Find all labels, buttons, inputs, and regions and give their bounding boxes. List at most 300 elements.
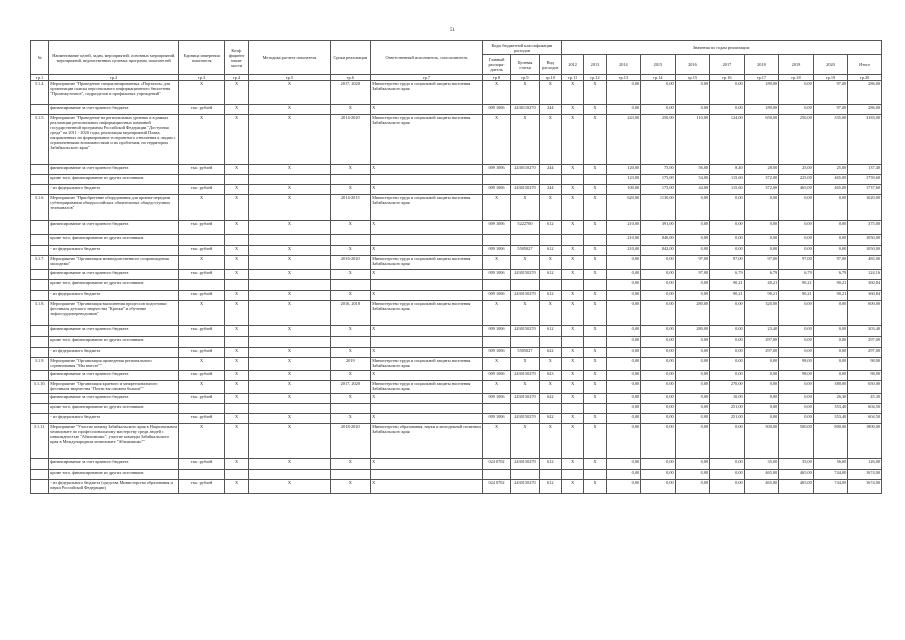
table-cell: 0,00 [606,371,641,381]
table-cell [539,404,561,414]
table-cell: 0,00 [744,381,779,394]
table-cell: 0,00 [675,358,710,371]
table-cell: 0,00 [641,270,676,280]
header-year: 2016 [675,55,710,75]
table-cell: X [249,326,330,337]
table-cell: 2430150270 [511,480,539,494]
header-values: Значения по годам реализации: [561,41,881,55]
table-cell: X [330,348,371,358]
table-cell [330,175,371,185]
row-title: Мероприятие "Проведение на региональных уровнях и в рамках реализации региональных информационных кампаний государственной программы Российской Федерации "Доступная среда" на 2011 - 2020 годы; реализация мероприятий Плана, направленных на формирование толерантного отношения к людям с ограниченными возможностями и их проблемам, на территории Забайкальского края" [49,115,179,165]
table-cell: X [249,256,330,270]
header-total: Итого [848,55,882,75]
table-cell: X [511,301,539,326]
table-cell: X [224,115,248,165]
table-cell: X [224,246,248,256]
table-cell: 6,79 [779,270,814,280]
row-title: Мероприятие "Организация выполнения процессов подготовки фестиваля детского творчества "Краски" и обучение тифлосурдопереводчиков" [49,301,179,326]
table-cell: X [179,195,225,221]
table-cell: X [224,381,248,394]
table-cell: X [561,115,583,165]
row-number: 3.1.8. [31,301,49,326]
table-cell: 90,21 [779,280,814,291]
table-cell: 0,00 [744,358,779,371]
column-number: гр.4 [224,75,248,81]
table-row [31,270,882,280]
row-number: 3.1.5. [31,115,49,165]
table-cell: X [584,270,606,280]
table-cell: 465,00 [813,175,848,185]
table-cell [249,337,330,348]
table-cell: 1130,00 [641,195,676,221]
row-title: Мероприятие "Приобретение оборудования для приема-передачи субтитрирования общероссийских обязательных общедоступных телеканалов" [49,195,179,221]
row-title: Мероприятие "Участие команд Забайкальского края в Национальном чемпионате по профессиональному мастерству среди людей с инвалидностью "Абилимпикс", участие команды Забайкальского края в Международном чемпионате "Абилимпикс"" [49,424,179,459]
row-number: 3.1.4. [31,81,49,105]
table-cell: 0,00 [710,301,745,326]
table-cell: 35,00 [744,459,779,470]
table-cell: X [371,165,483,175]
table-cell: 2430150270 [511,326,539,337]
table-row [31,480,882,494]
table-cell: X [584,246,606,256]
table-cell [511,404,539,414]
column-number: гр.9 [511,75,539,81]
table-cell: X [561,221,583,235]
table-cell: тыс. рублей [179,394,225,404]
table-cell: 612 [539,270,561,280]
table-cell: 0,00 [813,337,848,348]
table-cell: 97,00 [813,81,848,105]
table-row [31,381,882,394]
table-cell: 620,00 [606,195,641,221]
table-cell [224,280,248,291]
table-cell: 009 1006 [482,371,510,381]
row-number: 3.1.10. [31,381,49,394]
table-cell: 024 0702 [482,459,510,470]
table-row [31,337,882,348]
table-cell: 622 [539,394,561,404]
table-cell: X [511,195,539,221]
table-cell: 0,00 [606,81,641,105]
table-cell: 0,00 [744,235,779,246]
table-cell: X [224,414,248,424]
table-cell [371,280,483,291]
table-cell: X [330,291,371,301]
table-cell: X [224,348,248,358]
table-cell: 97,00 [779,256,814,270]
table-cell: X [561,256,583,270]
table-cell [511,235,539,246]
table-cell: X [371,459,483,470]
column-number: гр.19 [813,75,848,81]
row-number [31,165,49,175]
table-cell: 840,00 [641,235,676,246]
table-cell: X [330,270,371,280]
table-cell: 0,00 [779,381,814,394]
table-cell: Министерство труда и социальной защиты населения Забайкальского края [371,381,483,394]
table-cell: 0,00 [641,470,676,480]
row-number [31,105,49,115]
row-number [31,185,49,195]
table-cell: 009 1006 [482,246,510,256]
table-cell: X [224,480,248,494]
table-cell: 0,00 [710,195,745,221]
table-cell: X [561,81,583,105]
table-cell: 500,00 [779,424,814,459]
table-cell: X [249,291,330,301]
table-cell: X [561,165,583,175]
row-number [31,480,49,494]
table-row [31,115,882,165]
table-cell: 622 [539,414,561,424]
table-cell: 225,00 [779,175,814,185]
table-cell [482,404,510,414]
table-cell: 612 [539,480,561,494]
table-cell: 0,00 [606,480,641,494]
table-cell: тыс. рублей [179,221,225,235]
table-cell: 0,00 [710,358,745,371]
row-title: финансирование за счет краевого бюджета [49,221,179,235]
table-cell: 2016, 2018 [330,301,371,326]
table-cell: 2016-2020 [330,256,371,270]
row-number [31,404,49,414]
table-cell: 612 [539,291,561,301]
table-cell: X [330,185,371,195]
table-cell: 2017, 2020 [330,381,371,394]
row-title: - из федерального бюджета [49,414,179,424]
table-cell: 465,00 [744,480,779,494]
header-unit: Единица измерения показателя [179,41,225,75]
table-cell: 0,00 [641,480,676,494]
table-cell: X [482,115,510,165]
table-cell: 622 [539,348,561,358]
column-number: гр.13 [606,75,641,81]
table-cell: 0,00 [813,235,848,246]
table-cell: X [584,301,606,326]
table-cell: X [584,424,606,459]
table-cell: X [179,358,225,371]
table-cell: 391,00 [641,221,676,235]
table-cell: X [179,256,225,270]
table-cell: 0,00 [675,424,710,459]
table-cell: X [371,105,483,115]
table-cell: 98,00 [779,358,814,371]
table-cell: 124,00 [710,115,745,165]
table-cell: 0,00 [779,246,814,256]
table-cell: 500,00 [744,424,779,459]
table-cell: X [511,424,539,459]
table-cell: 56,00 [813,459,848,470]
table-cell: 2430150270 [511,291,539,301]
table-cell: X [584,256,606,270]
table-cell: X [561,185,583,195]
table-cell: X [249,81,330,105]
table-cell [539,235,561,246]
table-cell: 297,00 [744,337,779,348]
table-cell [179,175,225,185]
table-cell: 0,00 [641,414,676,424]
table-cell: 0,00 [813,348,848,358]
table-cell: 75,00 [641,165,676,175]
table-cell: 0,00 [779,394,814,404]
table-cell: 297,00 [848,348,882,358]
table-cell: 2430150270 [511,371,539,381]
table-cell: 800,00 [813,424,848,459]
header-year: 2020 [813,55,848,75]
table-row [31,414,882,424]
table-cell: 28,00 [744,165,779,175]
table-cell: 0,00 [606,270,641,280]
table-row [31,235,882,246]
table-cell: Министерство труда и социальной защиты населения Забайкальского края [371,195,483,221]
table-cell: 0,00 [641,105,676,115]
table-cell: X [330,246,371,256]
table-cell: 0,00 [779,221,814,235]
table-cell: X [482,381,510,394]
table-cell: 90,21 [744,291,779,301]
table-cell: 6,79 [710,270,745,280]
table-cell: 0,00 [606,381,641,394]
table-cell: 0,00 [779,81,814,105]
table-cell [584,235,606,246]
table-cell [539,470,561,480]
table-cell: Министерство труда и социальной защиты населения Забайкальского края [371,256,483,270]
table-cell: 297,00 [848,337,882,348]
table-cell [179,337,225,348]
table-cell [179,470,225,480]
table-cell: X [584,115,606,165]
table-cell: 0,00 [675,105,710,115]
table-cell: 024 0702 [482,480,510,494]
table-cell: 35,00 [779,459,814,470]
row-number [31,337,49,348]
table-cell: тыс. рублей [179,414,225,424]
header-year: 2013 [584,55,606,75]
table-cell: 90,21 [813,291,848,301]
table-cell: X [584,480,606,494]
header-year: 2018 [744,55,779,75]
table-cell: X [511,381,539,394]
table-cell: X [584,105,606,115]
table-cell [561,470,583,480]
table-cell: X [371,326,483,337]
row-title: - из федерального бюджета (средства Министерства образования и науки Российской Федерации) [49,480,179,494]
table-cell: X [371,414,483,424]
table-cell: 0,00 [710,470,745,480]
table-cell: X [224,301,248,326]
table-cell: 0,00 [641,404,676,414]
table-cell [584,175,606,185]
table-cell: 600,00 [848,301,882,326]
table-cell: 604,50 [848,404,882,414]
table-cell: 124,16 [848,270,882,280]
table-cell: X [224,195,248,221]
row-title: Мероприятие "Проведение специализированных «Порталов» для организации поиска персонального информационного бюллетеня "Промежуточное", подразделов и профильных учреждений" [49,81,179,105]
table-cell [224,337,248,348]
table-cell: 375,00 [848,221,882,235]
table-cell: 90,21 [813,280,848,291]
table-row [31,291,882,301]
row-number: 3.1.7. [31,256,49,270]
table-cell: 0,00 [675,381,710,394]
table-cell: X [561,326,583,337]
table-cell: 126,00 [848,459,882,470]
table-cell [224,470,248,480]
table-cell: X [561,301,583,326]
table-cell: X [539,256,561,270]
table-cell: 23,40 [744,326,779,337]
table-cell: X [584,291,606,301]
table-cell: 97,00 [675,256,710,270]
table-cell [584,337,606,348]
table-cell: 0,00 [779,326,814,337]
table-cell: 25,00 [813,165,848,175]
column-number: гр.6 [330,75,371,81]
table-cell: 0,00 [813,195,848,221]
table-cell: X [249,480,330,494]
table-cell: 0,00 [779,235,814,246]
table-cell: 2019 [330,358,371,371]
table-cell: 25,00 [779,165,814,175]
table-cell: X [224,291,248,301]
table-cell: 0,00 [641,348,676,358]
table-cell: 0,00 [779,414,814,424]
table-cell: 0,00 [779,404,814,414]
table-cell: 120,00 [606,165,641,175]
header-kbk-sub: Главный распоря- дитель [482,55,510,75]
table-row [31,348,882,358]
table-row [31,358,882,371]
table-cell: X [561,394,583,404]
table-cell: 189,00 [744,105,779,115]
table-cell: 465,00 [744,470,779,480]
table-cell: 009 1006 [482,165,510,175]
row-number [31,371,49,381]
table-cell: X [224,105,248,115]
row-title: - из федерального бюджета [49,246,179,256]
table-cell: 842,00 [641,246,676,256]
table-cell: 0,00 [813,326,848,337]
column-number: гр.16 [710,75,745,81]
table-cell: Министерство труда и социальной защиты населения Забайкальского края [371,115,483,165]
table-cell: X [539,195,561,221]
table-cell: 0,00 [744,371,779,381]
table-cell: Министерство труда и социальной защиты населения Забайкальского края [371,358,483,371]
table-cell: X [561,414,583,424]
table-cell: X [179,115,225,165]
table-cell [561,337,583,348]
table-cell: 0,00 [675,337,710,348]
row-title: - из федерального бюджета [49,348,179,358]
table-cell: 286,00 [848,105,882,115]
table-row [31,81,882,105]
table-cell: X [249,394,330,404]
table-cell: 604,50 [848,414,882,424]
table-cell: 0,00 [710,221,745,235]
table-row [31,470,882,480]
table-cell: 5222700 [511,221,539,235]
table-cell: 0,00 [710,246,745,256]
table-cell: X [561,291,583,301]
table-cell: 0,00 [641,424,676,459]
row-number: 3.1.11. [31,424,49,459]
row-title: кроме того, финансирование из других источников [49,235,179,246]
table-cell: 009 1006 [482,221,510,235]
table-cell: 465,00 [779,480,814,494]
table-cell: Министерство труда и социальной защиты населения Забайкальского края [371,301,483,326]
table-cell: 0,00 [744,195,779,221]
table-cell: X [371,185,483,195]
table-cell: 0,00 [641,358,676,371]
table-cell: X [249,371,330,381]
table-cell: 650,00 [848,381,882,394]
table-cell [561,280,583,291]
table-cell: X [482,195,510,221]
table-cell: 0,00 [606,470,641,480]
header-coef: Коэф. фициент значи- мости [224,41,248,75]
table-cell: 250,00 [641,115,676,165]
table-cell: X [371,270,483,280]
table-cell: 54,00 [675,175,710,185]
row-number [31,235,49,246]
table-cell: 2430150270 [511,394,539,404]
table-cell [539,337,561,348]
table-cell: X [482,256,510,270]
table-cell: X [249,221,330,235]
row-title: финансирование за счет краевого бюджета [49,270,179,280]
table-cell: X [561,348,583,358]
table-cell [561,175,583,185]
table-cell: X [584,381,606,394]
budget-table [30,40,882,494]
table-cell: 0,00 [813,371,848,381]
table-cell: 251,00 [710,404,745,414]
table-cell: 0,00 [641,280,676,291]
table-cell: тыс. рублей [179,291,225,301]
table-cell: 0,00 [606,280,641,291]
table-cell: X [249,424,330,459]
table-cell: 009 1006 [482,394,510,404]
row-number [31,246,49,256]
table-cell: X [249,195,330,221]
row-number [31,394,49,404]
table-cell: 0,00 [744,246,779,256]
table-cell: 465,00 [779,185,814,195]
table-cell: X [224,256,248,270]
row-title: кроме того, финансирование из других источников [49,470,179,480]
table-cell: 0,00 [606,459,641,470]
row-number [31,348,49,358]
table-cell: 115,60 [710,185,745,195]
table-cell: 0,00 [606,301,641,326]
column-number: гр.11 [561,75,583,81]
table-cell: X [511,358,539,371]
table-cell [482,175,510,185]
table-cell: 0,00 [813,246,848,256]
table-cell: 98,00 [848,371,882,381]
table-cell: X [482,301,510,326]
row-number [31,326,49,337]
table-cell: X [584,221,606,235]
row-title: кроме того, финансирование из других источников [49,404,179,414]
table-cell [371,470,483,480]
table-cell: X [584,358,606,371]
table-cell: 0,00 [744,414,779,424]
table-cell: 0,00 [641,371,676,381]
table-cell: X [371,221,483,235]
table-cell: Министерство образования, науки и молодежной политики Забайкальского края [371,424,483,459]
table-cell: тыс. рублей [179,326,225,337]
